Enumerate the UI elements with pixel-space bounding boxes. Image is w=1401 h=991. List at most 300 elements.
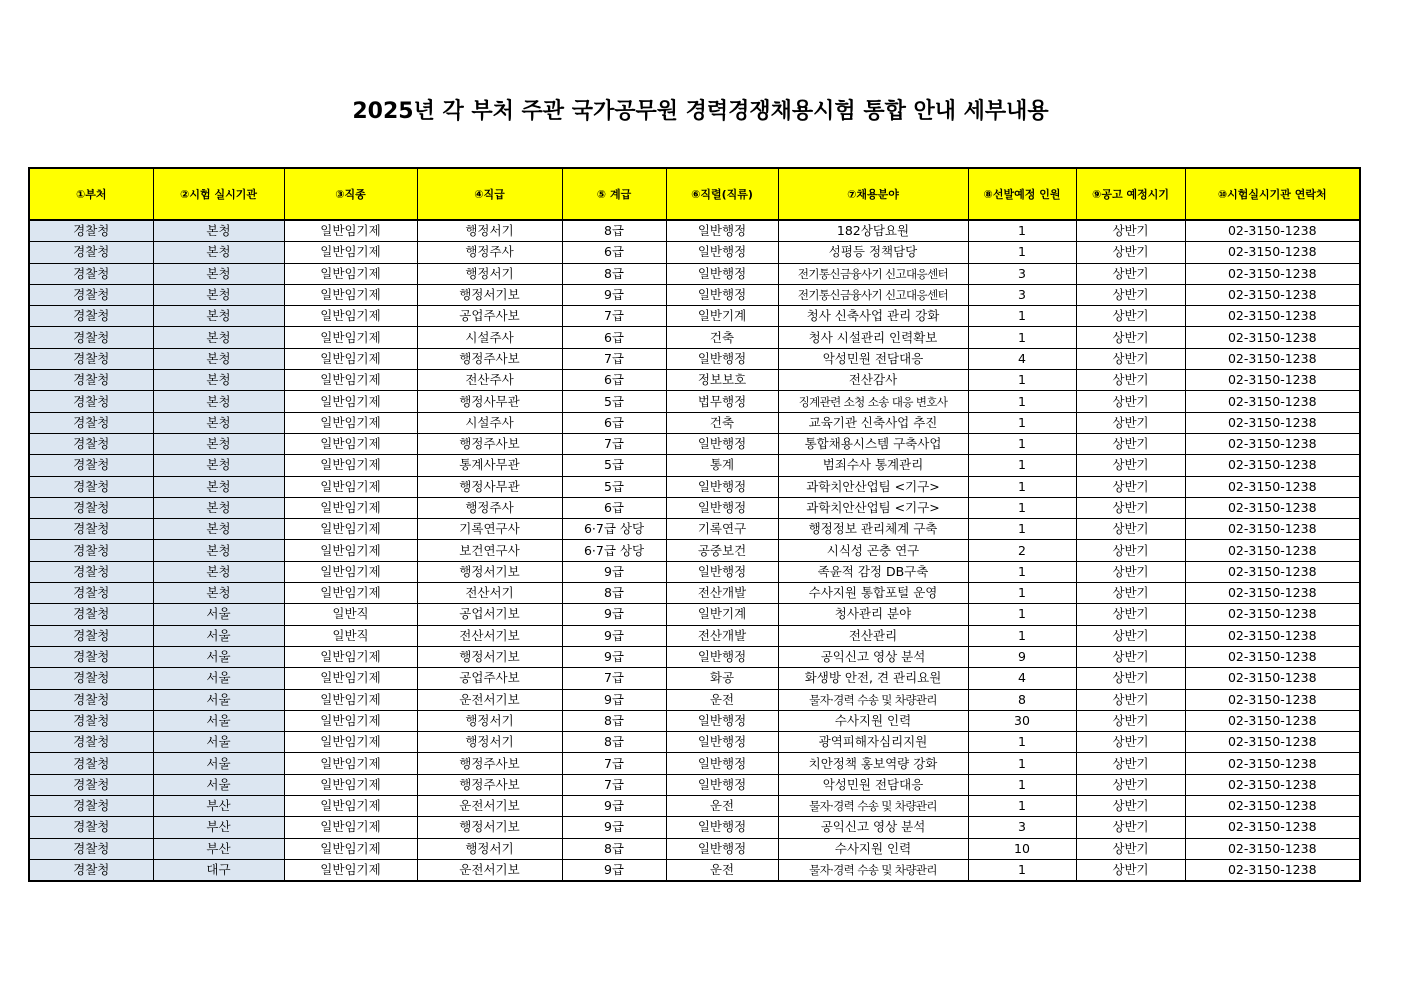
table-row — [29, 519, 1360, 540]
cell-contact: 02-3150-1238 — [1185, 497, 1360, 518]
cell-headcount: 1 — [968, 732, 1076, 753]
cell-job-series: 일반행정 — [666, 220, 778, 242]
cell-rank: 9급 — [562, 604, 666, 625]
cell-ministry: 경찰청 — [29, 838, 153, 859]
cell-job-series: 일반행정 — [666, 838, 778, 859]
table-row — [29, 710, 1360, 731]
cell-notice-period: 상반기 — [1076, 391, 1185, 412]
header-row — [29, 168, 1360, 220]
cell-ministry: 경찰청 — [29, 391, 153, 412]
cell-exam-agency: 본청 — [153, 583, 284, 604]
cell-contact: 02-3150-1238 — [1185, 284, 1360, 305]
cell-notice-period: 상반기 — [1076, 370, 1185, 391]
cell-rank: 7급 — [562, 306, 666, 327]
cell-exam-agency: 서울 — [153, 689, 284, 710]
cell-job-grade-title: 행정주사보 — [417, 433, 562, 454]
cell-job-type: 일반임기제 — [284, 306, 417, 327]
cell-notice-period: 상반기 — [1076, 583, 1185, 604]
cell-job-series: 통계 — [666, 455, 778, 476]
cell-recruit-field: 과학치안산업팀 <기구> — [778, 497, 968, 518]
cell-exam-agency: 본청 — [153, 497, 284, 518]
cell-notice-period: 상반기 — [1076, 306, 1185, 327]
cell-job-type: 일반직 — [284, 604, 417, 625]
cell-headcount: 1 — [968, 519, 1076, 540]
cell-exam-agency: 본청 — [153, 306, 284, 327]
cell-rank: 9급 — [562, 689, 666, 710]
cell-job-type: 일반임기제 — [284, 689, 417, 710]
cell-ministry: 경찰청 — [29, 561, 153, 582]
cell-exam-agency: 본청 — [153, 327, 284, 348]
cell-job-type: 일반임기제 — [284, 710, 417, 731]
cell-ministry: 경찰청 — [29, 689, 153, 710]
cell-recruit-field: 통합채용시스템 구축사업 — [778, 433, 968, 454]
cell-job-grade-title: 시설주사 — [417, 327, 562, 348]
cell-job-grade-title: 보건연구사 — [417, 540, 562, 561]
cell-headcount: 1 — [968, 327, 1076, 348]
cell-notice-period: 상반기 — [1076, 433, 1185, 454]
cell-headcount: 1 — [968, 391, 1076, 412]
cell-ministry: 경찰청 — [29, 583, 153, 604]
cell-job-type: 일반임기제 — [284, 433, 417, 454]
cell-recruit-field: 행정정보 관리체계 구축 — [778, 519, 968, 540]
cell-job-grade-title: 행정주사 — [417, 497, 562, 518]
cell-rank: 8급 — [562, 263, 666, 284]
table-row — [29, 476, 1360, 497]
cell-headcount: 1 — [968, 455, 1076, 476]
cell-contact: 02-3150-1238 — [1185, 476, 1360, 497]
cell-ministry: 경찰청 — [29, 370, 153, 391]
cell-recruit-field: 성평등 정책담당 — [778, 242, 968, 263]
cell-job-grade-title: 행정주사 — [417, 242, 562, 263]
cell-headcount: 1 — [968, 497, 1076, 518]
cell-notice-period: 상반기 — [1076, 838, 1185, 859]
cell-headcount: 1 — [968, 433, 1076, 454]
cell-job-series: 일반행정 — [666, 774, 778, 795]
cell-job-type: 일반임기제 — [284, 370, 417, 391]
cell-headcount: 1 — [968, 412, 1076, 433]
cell-ministry: 경찰청 — [29, 327, 153, 348]
cell-ministry: 경찰청 — [29, 796, 153, 817]
cell-recruit-field: 치안정책 홍보역량 강화 — [778, 753, 968, 774]
cell-notice-period: 상반기 — [1076, 242, 1185, 263]
cell-job-series: 정보보호 — [666, 370, 778, 391]
cell-job-grade-title: 행정서기보 — [417, 561, 562, 582]
cell-recruit-field: 수사지원 인력 — [778, 710, 968, 731]
cell-contact: 02-3150-1238 — [1185, 370, 1360, 391]
table-row — [29, 540, 1360, 561]
cell-rank: 8급 — [562, 710, 666, 731]
cell-ministry: 경찰청 — [29, 284, 153, 305]
cell-headcount: 3 — [968, 263, 1076, 284]
table-row — [29, 838, 1360, 859]
cell-ministry: 경찰청 — [29, 732, 153, 753]
table-row — [29, 561, 1360, 582]
cell-job-grade-title: 행정사무관 — [417, 476, 562, 497]
cell-notice-period: 상반기 — [1076, 710, 1185, 731]
cell-recruit-field: 전기통신금융사기 신고대응센터 — [778, 263, 968, 284]
cell-contact: 02-3150-1238 — [1185, 327, 1360, 348]
cell-job-grade-title: 행정서기 — [417, 263, 562, 284]
cell-notice-period: 상반기 — [1076, 817, 1185, 838]
cell-job-type: 일반임기제 — [284, 583, 417, 604]
cell-ministry: 경찰청 — [29, 242, 153, 263]
cell-job-type: 일반임기제 — [284, 796, 417, 817]
cell-job-type: 일반임기제 — [284, 561, 417, 582]
cell-headcount: 10 — [968, 838, 1076, 859]
cell-ministry: 경찰청 — [29, 412, 153, 433]
cell-recruit-field: 징계관련 소청 소송 대응 변호사 — [778, 391, 968, 412]
cell-job-type: 일반직 — [284, 625, 417, 646]
cell-ministry: 경찰청 — [29, 519, 153, 540]
cell-contact: 02-3150-1238 — [1185, 732, 1360, 753]
cell-job-series: 일반행정 — [666, 284, 778, 305]
cell-ministry: 경찰청 — [29, 774, 153, 795]
cell-job-series: 전산개발 — [666, 625, 778, 646]
cell-contact: 02-3150-1238 — [1185, 263, 1360, 284]
cell-headcount: 3 — [968, 817, 1076, 838]
cell-notice-period: 상반기 — [1076, 859, 1185, 881]
cell-exam-agency: 본청 — [153, 220, 284, 242]
cell-rank: 7급 — [562, 348, 666, 369]
table-row — [29, 391, 1360, 412]
page-title: 2025년 각 부처 주관 국가공무원 경력경쟁채용시험 통합 안내 세부내용 — [352, 99, 1049, 124]
cell-contact: 02-3150-1238 — [1185, 391, 1360, 412]
cell-job-grade-title: 행정서기 — [417, 710, 562, 731]
cell-ministry: 경찰청 — [29, 859, 153, 881]
cell-job-grade-title: 운전서기보 — [417, 689, 562, 710]
table-row — [29, 774, 1360, 795]
cell-job-grade-title: 공업주사보 — [417, 668, 562, 689]
cell-contact: 02-3150-1238 — [1185, 838, 1360, 859]
cell-notice-period: 상반기 — [1076, 497, 1185, 518]
cell-recruit-field: 광역피해자심리지원 — [778, 732, 968, 753]
cell-ministry: 경찰청 — [29, 433, 153, 454]
cell-ministry: 경찰청 — [29, 604, 153, 625]
cell-job-type: 일반임기제 — [284, 327, 417, 348]
cell-job-series: 공중보건 — [666, 540, 778, 561]
cell-job-grade-title: 운전서기보 — [417, 796, 562, 817]
cell-exam-agency: 본청 — [153, 412, 284, 433]
cell-job-grade-title: 행정주사보 — [417, 774, 562, 795]
cell-job-type: 일반임기제 — [284, 348, 417, 369]
cell-job-type: 일반임기제 — [284, 412, 417, 433]
cell-headcount: 30 — [968, 710, 1076, 731]
cell-notice-period: 상반기 — [1076, 519, 1185, 540]
cell-recruit-field: 과학치안산업팀 <기구> — [778, 476, 968, 497]
cell-exam-agency: 서울 — [153, 774, 284, 795]
cell-job-series: 일반행정 — [666, 561, 778, 582]
cell-headcount: 1 — [968, 625, 1076, 646]
cell-job-series: 법무행정 — [666, 391, 778, 412]
cell-job-grade-title: 행정서기 — [417, 220, 562, 242]
cell-contact: 02-3150-1238 — [1185, 796, 1360, 817]
header-ministry: ①부처 — [29, 168, 153, 220]
cell-recruit-field: 청사관리 분야 — [778, 604, 968, 625]
cell-ministry: 경찰청 — [29, 625, 153, 646]
recruitment-table — [28, 167, 1361, 882]
cell-job-series: 일반행정 — [666, 348, 778, 369]
cell-job-series: 전산개발 — [666, 583, 778, 604]
cell-contact: 02-3150-1238 — [1185, 646, 1360, 667]
table-row — [29, 732, 1360, 753]
cell-job-type: 일반임기제 — [284, 540, 417, 561]
cell-contact: 02-3150-1238 — [1185, 242, 1360, 263]
cell-job-grade-title: 기록연구사 — [417, 519, 562, 540]
cell-exam-agency: 부산 — [153, 796, 284, 817]
cell-headcount: 1 — [968, 583, 1076, 604]
cell-job-series: 건축 — [666, 327, 778, 348]
cell-notice-period: 상반기 — [1076, 646, 1185, 667]
cell-job-series: 일반기계 — [666, 604, 778, 625]
cell-exam-agency: 본청 — [153, 370, 284, 391]
table-row — [29, 220, 1360, 242]
cell-contact: 02-3150-1238 — [1185, 859, 1360, 881]
header-notice-period: ⑨공고 예정시기 — [1076, 168, 1185, 220]
table-row — [29, 370, 1360, 391]
cell-contact: 02-3150-1238 — [1185, 604, 1360, 625]
cell-recruit-field: 물자·경력 수송 및 차량관리 — [778, 859, 968, 881]
header-recruit-field: ⑦채용분야 — [778, 168, 968, 220]
cell-ministry: 경찰청 — [29, 220, 153, 242]
cell-notice-period: 상반기 — [1076, 774, 1185, 795]
cell-headcount: 3 — [968, 284, 1076, 305]
cell-recruit-field: 물자·경력 수송 및 차량관리 — [778, 689, 968, 710]
cell-job-type: 일반임기제 — [284, 497, 417, 518]
cell-recruit-field: 악성민원 전담대응 — [778, 774, 968, 795]
cell-headcount: 8 — [968, 689, 1076, 710]
table-row — [29, 646, 1360, 667]
cell-headcount: 1 — [968, 306, 1076, 327]
cell-recruit-field: 전산관리 — [778, 625, 968, 646]
cell-job-series: 일반행정 — [666, 817, 778, 838]
cell-recruit-field: 청사 시설관리 인력확보 — [778, 327, 968, 348]
cell-job-type: 일반임기제 — [284, 284, 417, 305]
cell-rank: 6급 — [562, 327, 666, 348]
cell-job-series: 일반행정 — [666, 433, 778, 454]
cell-notice-period: 상반기 — [1076, 412, 1185, 433]
cell-ministry: 경찰청 — [29, 455, 153, 476]
cell-exam-agency: 본청 — [153, 433, 284, 454]
cell-job-type: 일반임기제 — [284, 242, 417, 263]
cell-recruit-field: 전산감사 — [778, 370, 968, 391]
cell-job-type: 일반임기제 — [284, 220, 417, 242]
cell-notice-period: 상반기 — [1076, 348, 1185, 369]
cell-job-grade-title: 행정서기보 — [417, 646, 562, 667]
cell-notice-period: 상반기 — [1076, 327, 1185, 348]
cell-job-grade-title: 행정서기보 — [417, 284, 562, 305]
cell-contact: 02-3150-1238 — [1185, 519, 1360, 540]
cell-job-type: 일반임기제 — [284, 838, 417, 859]
cell-contact: 02-3150-1238 — [1185, 689, 1360, 710]
cell-ministry: 경찰청 — [29, 306, 153, 327]
cell-recruit-field: 전기통신금융사기 신고대응센터 — [778, 284, 968, 305]
cell-headcount: 1 — [968, 242, 1076, 263]
table-row — [29, 817, 1360, 838]
cell-job-series: 운전 — [666, 689, 778, 710]
cell-headcount: 1 — [968, 859, 1076, 881]
cell-notice-period: 상반기 — [1076, 732, 1185, 753]
cell-job-series: 일반행정 — [666, 242, 778, 263]
table-body — [29, 220, 1360, 881]
cell-job-type: 일반임기제 — [284, 668, 417, 689]
cell-notice-period: 상반기 — [1076, 753, 1185, 774]
cell-rank: 9급 — [562, 284, 666, 305]
cell-job-series: 일반행정 — [666, 263, 778, 284]
cell-rank: 8급 — [562, 732, 666, 753]
cell-exam-agency: 부산 — [153, 838, 284, 859]
cell-job-grade-title: 행정사무관 — [417, 391, 562, 412]
header-job-series: ⑥직렬(직류) — [666, 168, 778, 220]
cell-contact: 02-3150-1238 — [1185, 710, 1360, 731]
cell-exam-agency: 본청 — [153, 561, 284, 582]
cell-recruit-field: 수사지원 인력 — [778, 838, 968, 859]
cell-recruit-field: 청사 신축사업 관리 강화 — [778, 306, 968, 327]
cell-job-type: 일반임기제 — [284, 732, 417, 753]
cell-contact: 02-3150-1238 — [1185, 220, 1360, 242]
table-row — [29, 455, 1360, 476]
cell-recruit-field: 족윤적 감정 DB구축 — [778, 561, 968, 582]
cell-job-type: 일반임기제 — [284, 391, 417, 412]
cell-ministry: 경찰청 — [29, 263, 153, 284]
table-row — [29, 263, 1360, 284]
cell-exam-agency: 본청 — [153, 284, 284, 305]
cell-exam-agency: 본청 — [153, 540, 284, 561]
table-row — [29, 433, 1360, 454]
cell-job-grade-title: 행정서기 — [417, 838, 562, 859]
cell-recruit-field: 시식성 곤충 연구 — [778, 540, 968, 561]
cell-rank: 7급 — [562, 433, 666, 454]
cell-notice-period: 상반기 — [1076, 220, 1185, 242]
cell-job-series: 일반기계 — [666, 306, 778, 327]
cell-exam-agency: 서울 — [153, 753, 284, 774]
cell-ministry: 경찰청 — [29, 646, 153, 667]
cell-exam-agency: 서울 — [153, 668, 284, 689]
cell-job-type: 일반임기제 — [284, 263, 417, 284]
table-row — [29, 668, 1360, 689]
cell-exam-agency: 본청 — [153, 263, 284, 284]
cell-ministry: 경찰청 — [29, 668, 153, 689]
table-row — [29, 497, 1360, 518]
cell-recruit-field: 수사지원 통합포털 운영 — [778, 583, 968, 604]
cell-notice-period: 상반기 — [1076, 455, 1185, 476]
cell-headcount: 1 — [968, 220, 1076, 242]
cell-rank: 5급 — [562, 391, 666, 412]
cell-contact: 02-3150-1238 — [1185, 753, 1360, 774]
cell-exam-agency: 서울 — [153, 604, 284, 625]
cell-notice-period: 상반기 — [1076, 476, 1185, 497]
table-row — [29, 753, 1360, 774]
cell-rank: 8급 — [562, 220, 666, 242]
cell-job-grade-title: 시설주사 — [417, 412, 562, 433]
cell-ministry: 경찰청 — [29, 817, 153, 838]
cell-rank: 9급 — [562, 625, 666, 646]
cell-contact: 02-3150-1238 — [1185, 433, 1360, 454]
cell-headcount: 2 — [968, 540, 1076, 561]
cell-rank: 9급 — [562, 561, 666, 582]
cell-job-type: 일반임기제 — [284, 455, 417, 476]
cell-job-series: 일반행정 — [666, 710, 778, 731]
cell-rank: 9급 — [562, 817, 666, 838]
cell-job-grade-title: 공업서기보 — [417, 604, 562, 625]
cell-rank: 7급 — [562, 774, 666, 795]
cell-exam-agency: 본청 — [153, 455, 284, 476]
cell-notice-period: 상반기 — [1076, 540, 1185, 561]
header-rank: ⑤ 계급 — [562, 168, 666, 220]
table-row — [29, 284, 1360, 305]
cell-rank: 6·7급 상당 — [562, 519, 666, 540]
cell-job-type: 일반임기제 — [284, 646, 417, 667]
table-row — [29, 583, 1360, 604]
cell-recruit-field: 182상담요원 — [778, 220, 968, 242]
cell-job-series: 일반행정 — [666, 497, 778, 518]
cell-exam-agency: 부산 — [153, 817, 284, 838]
cell-exam-agency: 본청 — [153, 242, 284, 263]
cell-contact: 02-3150-1238 — [1185, 625, 1360, 646]
cell-notice-period: 상반기 — [1076, 625, 1185, 646]
cell-job-grade-title: 행정서기 — [417, 732, 562, 753]
header-contact: ⑩시험실시기관 연락처 — [1185, 168, 1360, 220]
cell-contact: 02-3150-1238 — [1185, 561, 1360, 582]
table-row — [29, 242, 1360, 263]
table-row — [29, 625, 1360, 646]
cell-notice-period: 상반기 — [1076, 689, 1185, 710]
cell-exam-agency: 서울 — [153, 732, 284, 753]
cell-job-type: 일반임기제 — [284, 476, 417, 497]
cell-job-series: 일반행정 — [666, 732, 778, 753]
cell-recruit-field: 공익신고 영상 분석 — [778, 646, 968, 667]
cell-rank: 7급 — [562, 668, 666, 689]
cell-contact: 02-3150-1238 — [1185, 540, 1360, 561]
cell-rank: 6급 — [562, 242, 666, 263]
cell-recruit-field: 물자·경력 수송 및 차량관리 — [778, 796, 968, 817]
cell-headcount: 1 — [968, 476, 1076, 497]
table-row — [29, 306, 1360, 327]
cell-job-series: 운전 — [666, 859, 778, 881]
cell-notice-period: 상반기 — [1076, 668, 1185, 689]
cell-job-series: 기록연구 — [666, 519, 778, 540]
cell-rank: 7급 — [562, 753, 666, 774]
cell-exam-agency: 대구 — [153, 859, 284, 881]
cell-rank: 8급 — [562, 583, 666, 604]
cell-contact: 02-3150-1238 — [1185, 348, 1360, 369]
cell-headcount: 1 — [968, 604, 1076, 625]
table-row — [29, 604, 1360, 625]
cell-rank: 9급 — [562, 646, 666, 667]
cell-job-grade-title: 전산주사 — [417, 370, 562, 391]
cell-rank: 6급 — [562, 497, 666, 518]
cell-job-grade-title: 공업주사보 — [417, 306, 562, 327]
cell-notice-period: 상반기 — [1076, 284, 1185, 305]
cell-exam-agency: 서울 — [153, 646, 284, 667]
cell-headcount: 1 — [968, 774, 1076, 795]
header-job-grade-title: ④직급 — [417, 168, 562, 220]
cell-job-type: 일반임기제 — [284, 774, 417, 795]
table-row — [29, 348, 1360, 369]
cell-rank: 6급 — [562, 370, 666, 391]
cell-ministry: 경찰청 — [29, 710, 153, 731]
table-row — [29, 796, 1360, 817]
cell-recruit-field: 범죄수사 통계관리 — [778, 455, 968, 476]
cell-notice-period: 상반기 — [1076, 796, 1185, 817]
cell-notice-period: 상반기 — [1076, 604, 1185, 625]
cell-exam-agency: 본청 — [153, 519, 284, 540]
cell-job-type: 일반임기제 — [284, 817, 417, 838]
cell-recruit-field: 악성민원 전담대응 — [778, 348, 968, 369]
cell-job-series: 일반행정 — [666, 753, 778, 774]
cell-job-grade-title: 행정주사보 — [417, 753, 562, 774]
cell-contact: 02-3150-1238 — [1185, 668, 1360, 689]
cell-ministry: 경찰청 — [29, 540, 153, 561]
